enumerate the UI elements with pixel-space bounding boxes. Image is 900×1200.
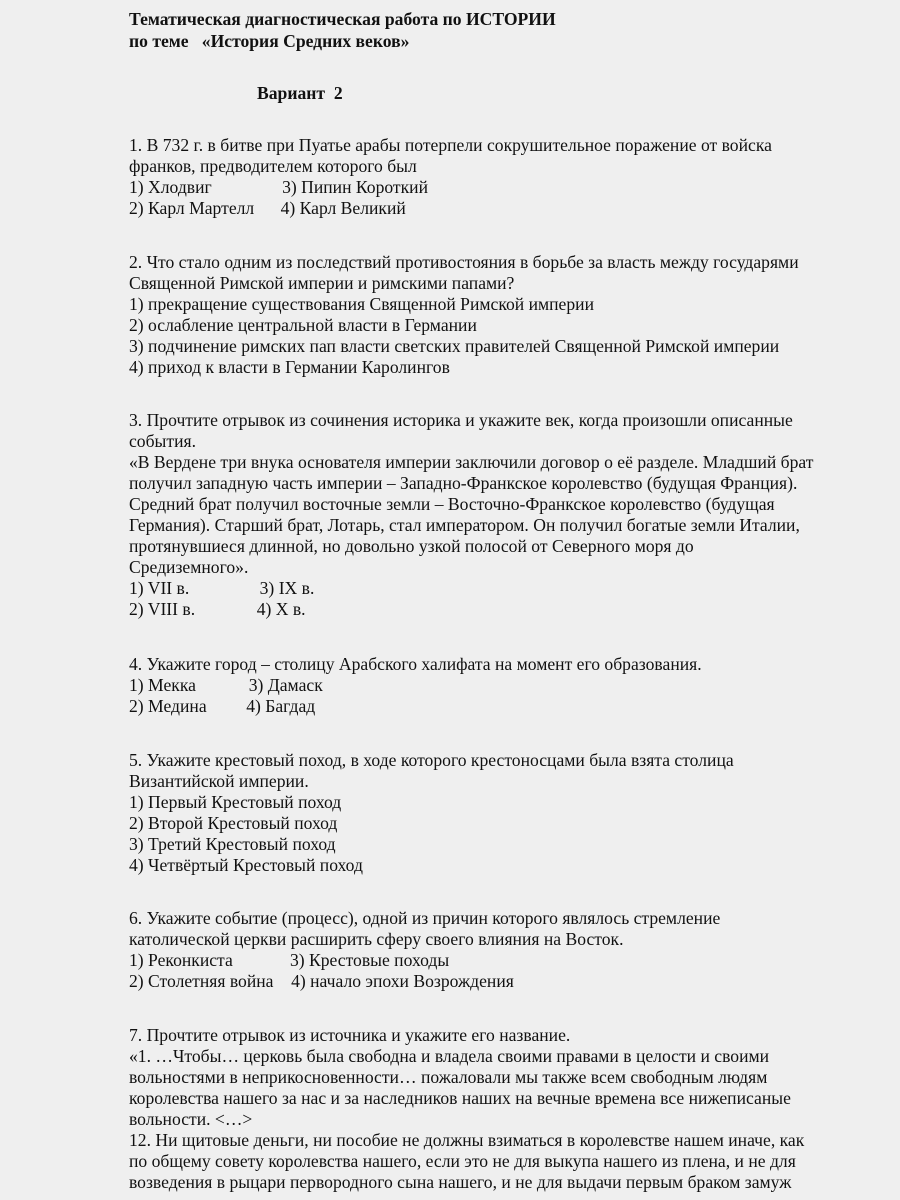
question-1 bbox=[129, 135, 849, 219]
answer-options-row: 2) Карл Мартелл 4) Карл Великий bbox=[129, 198, 406, 218]
quote-line: «1. …Чтобы… церковь была свободна и владела своими правами в целости и своими bbox=[129, 1046, 770, 1066]
quote-line: Средний брат получил восточные земли – Восточно-Франкское королевство (будущая bbox=[129, 494, 775, 514]
question-stem-line: Византийской империи. bbox=[129, 771, 309, 791]
question-stem-line: 3. Прочтите отрывок из сочинения историка и укажите век, когда произошли описанные bbox=[129, 410, 793, 430]
answer-option: 2) ослабление центральной власти в Германии bbox=[129, 315, 477, 335]
quote-line: по общему совету королевства нашего, если это не для выкупа нашего из плена, и не для bbox=[129, 1151, 796, 1171]
answer-options-row: 1) VII в. 3) IX в. bbox=[129, 578, 315, 598]
answer-options-row: 2) VIII в. 4) X в. bbox=[129, 599, 306, 619]
quote-line: получил западную часть империи – Западно-Франкское королевство (будущая Франция). bbox=[129, 473, 798, 493]
answer-option: 4) приход к власти в Германии Каролингов bbox=[129, 357, 450, 377]
quote-line: 12. Ни щитовые деньги, ни пособие не должны взиматься в королевстве нашем иначе, как bbox=[129, 1130, 805, 1150]
header-title: Тематическая диагностическая работа по ИСТОРИИ bbox=[129, 9, 556, 29]
question-4 bbox=[129, 654, 849, 717]
quote-line: протянувшиеся длинной, но довольно узкой полосой от Северного моря до bbox=[129, 536, 694, 556]
quote-line: вольности. <…> bbox=[129, 1109, 253, 1129]
question-stem-line: 6. Укажите событие (процесс), одной из причин которого являлось стремление bbox=[129, 908, 721, 928]
answer-options-row: 1) Мекка 3) Дамаск bbox=[129, 675, 323, 695]
quote-line: Германия). Старший брат, Лотарь, стал императором. Он получил богатые земли Италии, bbox=[129, 515, 800, 535]
answer-option: 3) Третий Крестовый поход bbox=[129, 834, 336, 854]
quote-line: королевства нашего за нас и за наследников наших на вечные времена все нижеписаные bbox=[129, 1088, 791, 1108]
answer-options-row: 2) Медина 4) Багдад bbox=[129, 696, 316, 716]
quote-line: «В Вердене три внука основателя империи заключили договор о её разделе. Младший брат bbox=[129, 452, 814, 472]
answer-options-row: 1) Реконкиста 3) Крестовые походы bbox=[129, 950, 450, 970]
variant-label: Вариант 2 bbox=[257, 83, 343, 103]
quote-line: Средиземного». bbox=[129, 557, 249, 577]
question-7 bbox=[129, 1025, 849, 1193]
question-stem-line: Священной Римской империи и римскими папами? bbox=[129, 273, 515, 293]
header-topic: по теме «История Средних веков» bbox=[129, 31, 410, 51]
question-stem-line: 4. Укажите город – столицу Арабского халифата на момент его образования. bbox=[129, 654, 702, 674]
question-6 bbox=[129, 908, 849, 992]
question-stem-line: франков, предводителем которого был bbox=[129, 156, 417, 176]
question-stem-line: 7. Прочтите отрывок из источника и укажите его название. bbox=[129, 1025, 571, 1045]
question-stem-line: 2. Что стало одним из последствий противостояния в борьбе за власть между государями bbox=[129, 252, 799, 272]
answer-options-row: 2) Столетняя война 4) начало эпохи Возрождения bbox=[129, 971, 514, 991]
question-3 bbox=[129, 410, 849, 620]
question-stem-line: события. bbox=[129, 431, 196, 451]
answer-option: 1) прекращение существования Священной Римской империи bbox=[129, 294, 594, 314]
question-stem-line: 5. Укажите крестовый поход, в ходе которого крестоносцами была взята столица bbox=[129, 750, 734, 770]
answer-option: 1) Первый Крестовый поход bbox=[129, 792, 342, 812]
answer-option: 2) Второй Крестовый поход bbox=[129, 813, 338, 833]
answer-option: 4) Четвёртый Крестовый поход bbox=[129, 855, 363, 875]
question-stem-line: католической церкви расширить сферу своего влияния на Восток. bbox=[129, 929, 624, 949]
answer-options-row: 1) Хлодвиг 3) Пипин Короткий bbox=[129, 177, 428, 197]
answer-option: 3) подчинение римских пап власти светских правителей Священной Римской империи bbox=[129, 336, 780, 356]
question-stem-line: 1. В 732 г. в битве при Пуатье арабы потерпели сокрушительное поражение от войска bbox=[129, 135, 772, 155]
question-2 bbox=[129, 252, 849, 378]
quote-line: возведения в рыцари первородного сына нашего, и не для выдачи первым браком замуж bbox=[129, 1172, 792, 1192]
question-5 bbox=[129, 750, 849, 876]
document-header bbox=[129, 8, 556, 52]
quote-line: вольностями в неприкосновенности… пожаловали мы также всем свободным людям bbox=[129, 1067, 768, 1087]
